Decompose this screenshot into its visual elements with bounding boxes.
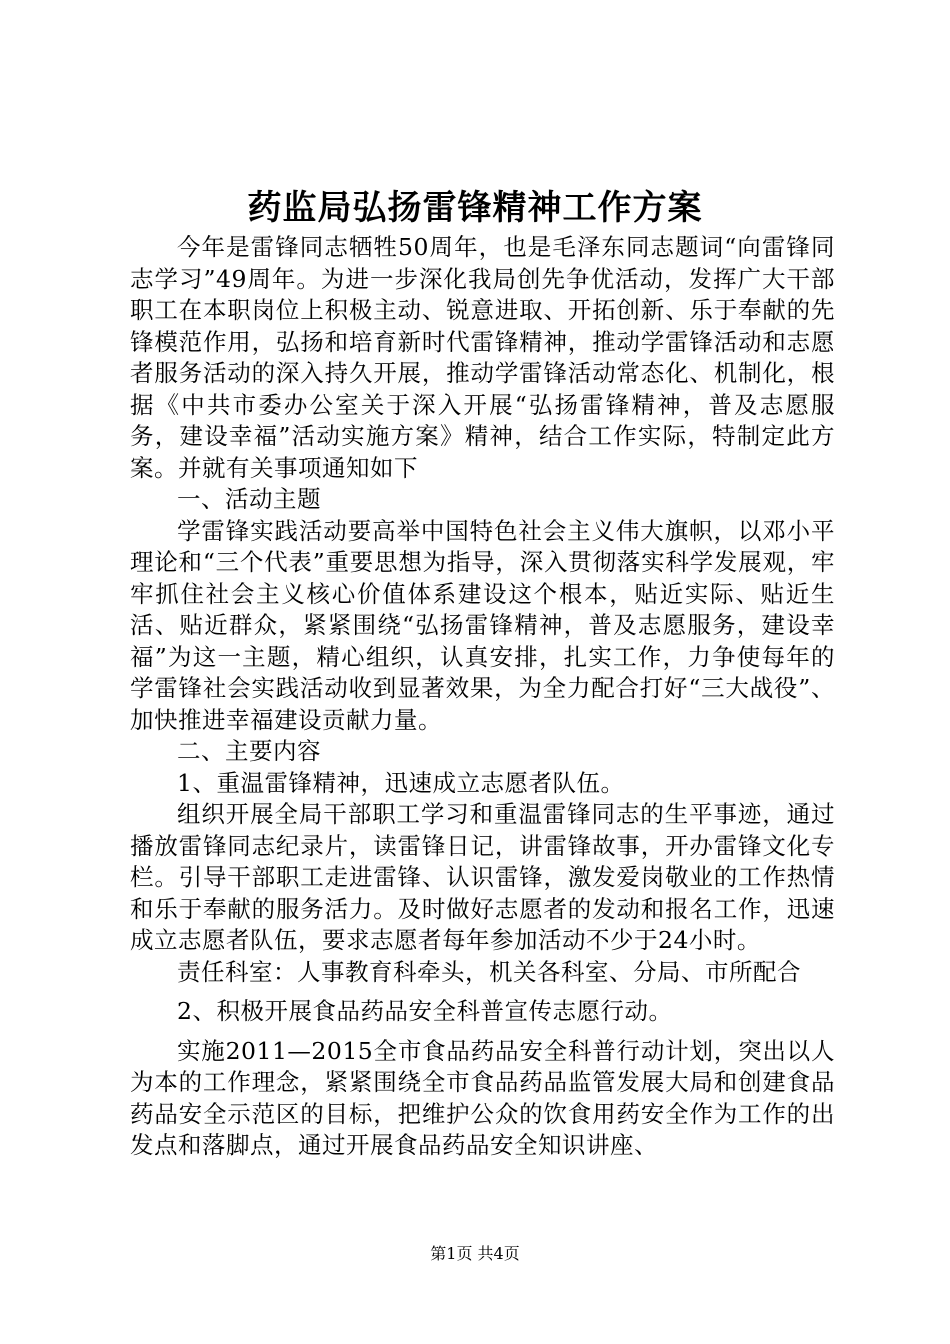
subsection-heading-1: 1、重温雷锋精神，迅速成立志愿者队伍。 (177, 768, 625, 797)
content-paragraph-2: 实施2011—2015全市食品药品安全科普行动计划，突出以人为本的工作理念，紧紧围绕全市食品药品监管发展大局和创建食品药品安全示范区的目标，把维护公众的饮食用药安全作为工作的出发点和落脚点，通过开展食品药品安全知识讲座、 (130, 1036, 835, 1159)
responsibility-line: 责任科室：人事教育科牵头，机关各科室、分局、市所配合 (177, 957, 801, 986)
content-paragraph-1: 组织开展全局干部职工学习和重温雷锋同志的生平事迹，通过播放雷锋同志纪录片，读雷锋日记，讲雷锋故事，开办雷锋文化专栏。引导干部职工走进雷锋、认识雷锋，激发爱岗敬业的工作热情和乐于奉献的服务活力。及时做好志愿者的发动和报名工作，迅速成立志愿者队伍，要求志愿者每年参加活动不少于24小时。 (130, 800, 835, 954)
paragraph-gap (130, 988, 835, 996)
section-heading-theme: 一、活动主题 (177, 485, 321, 513)
document-title: 药监局弘扬雷锋精神工作方案 (247, 188, 703, 228)
document-body (130, 232, 835, 1162)
page-footer: 第1页 共4页 (430, 1244, 520, 1263)
paragraph-gap (130, 1028, 835, 1036)
subsection-heading-2: 2、积极开展食品药品安全科普宣传志愿行动。 (177, 997, 673, 1025)
theme-paragraph: 学雷锋实践活动要高举中国特色社会主义伟大旗帜，以邓小平理论和“三个代表”重要思想为指导，深入贯彻落实科学发展观，牢牢抓住社会主义核心价值体系建设这个根本，贴近实际、贴近生活、贴近群众，紧紧围绕“弘扬雷锋精神，普及志愿服务，建设幸福”为这一主题，精心组织，认真安排，扎实工作，力争使每年的学雷锋社会实践活动收到显著效果，为全力配合打好“三大战役”、加快推进幸福建设贡献力量。 (130, 516, 835, 734)
intro-paragraph: 今年是雷锋同志牺牲50周年，也是毛泽东同志题词“向雷锋同志学习”49周年。为进一步深化我局创先争优活动，发挥广大干部职工在本职岗位上积极主动、锐意进取、开拓创新、乐于奉献的先锋模范作用，弘扬和培育新时代雷锋精神，推动学雷锋活动和志愿者服务活动的深入持久开展，推动学雷锋活动常态化、机制化，根据《中共市委办公室关于深入开展“弘扬雷锋精神，普及志愿服务，建设幸福”活动实施方案》精神，结合工作实际，特制定此方案。并就有关事项通知如下 (130, 233, 835, 482)
section-heading-content: 二、主要内容 (177, 737, 321, 765)
